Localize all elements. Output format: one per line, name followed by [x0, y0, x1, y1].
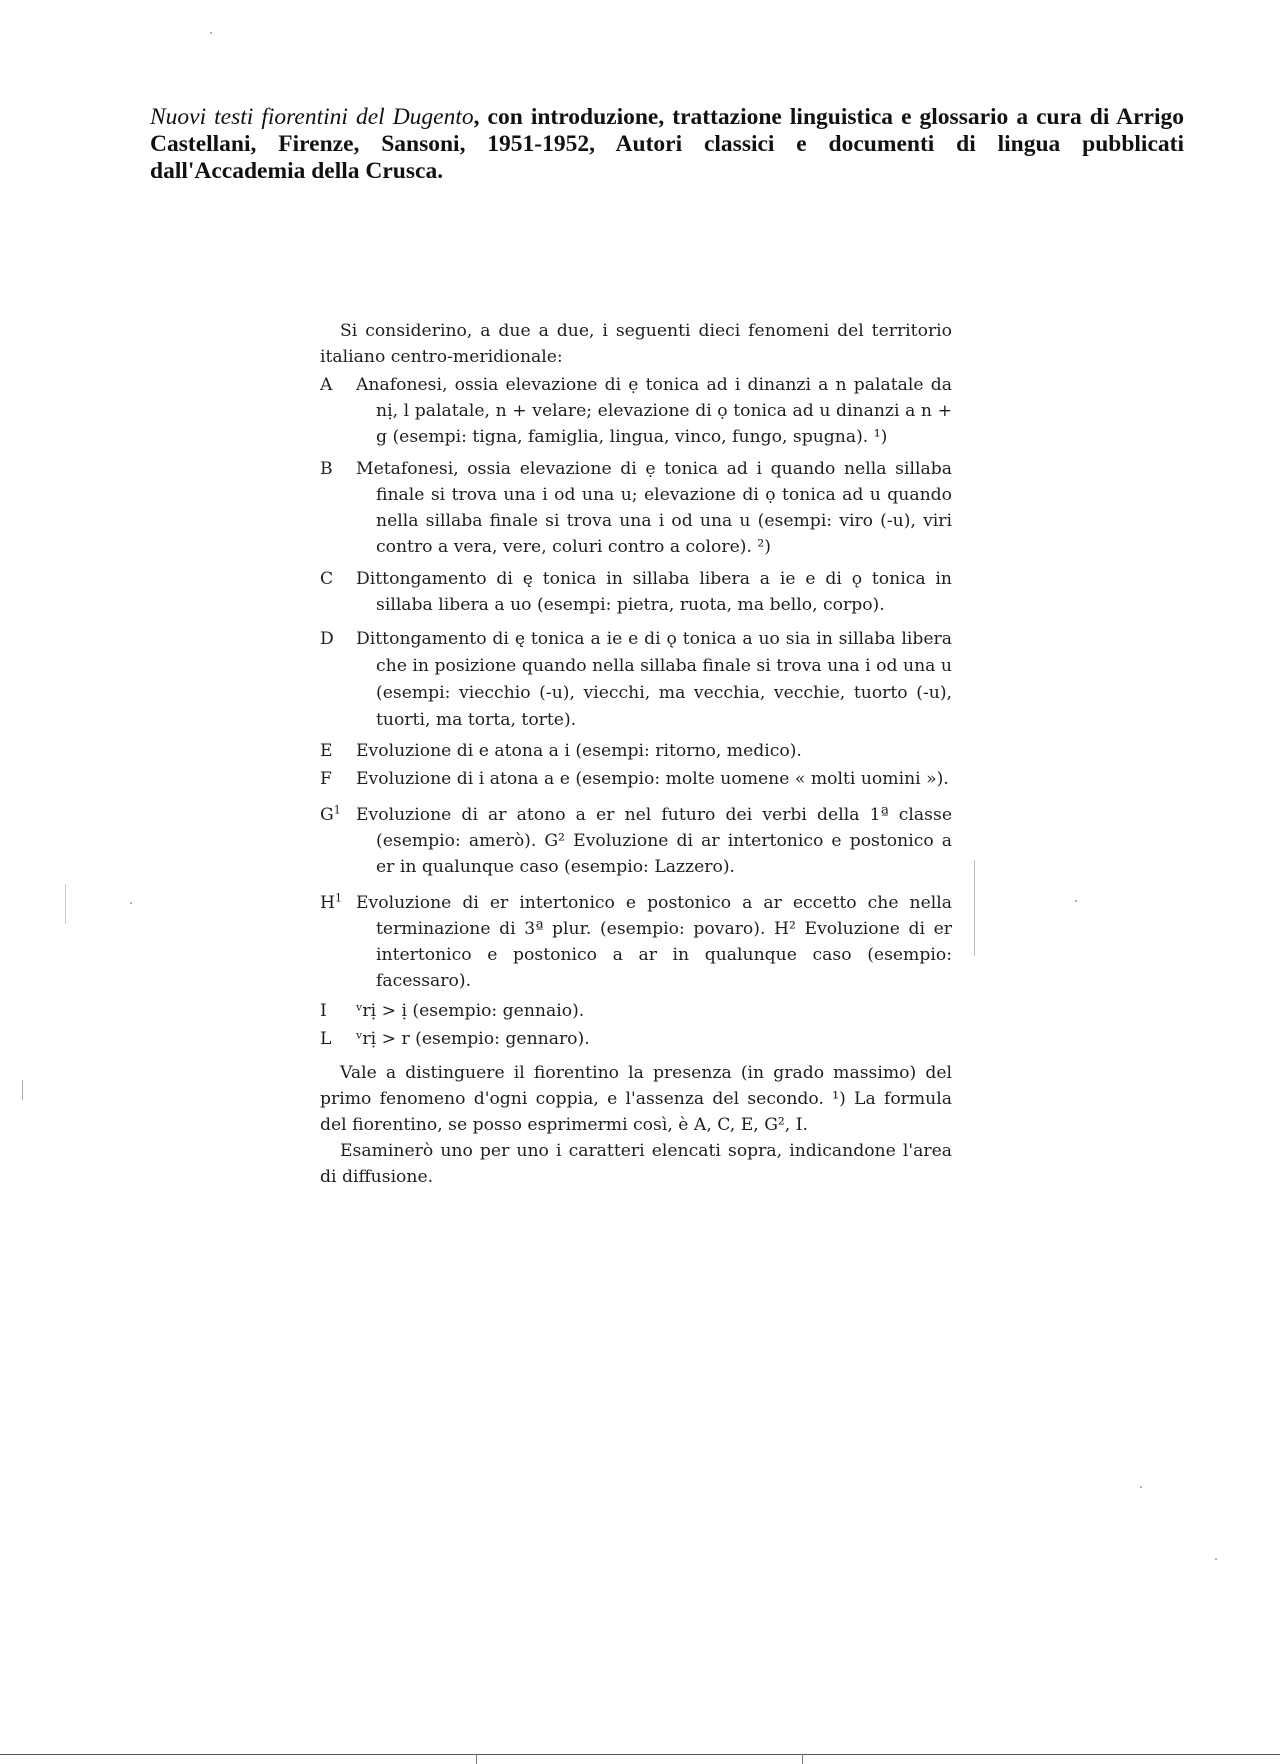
entry-h — [320, 890, 952, 994]
entry-letter: L — [320, 1029, 332, 1049]
intro-paragraph: Si considerino, a due a due, i seguenti dieci fenomeni del territorio italiano centro-meridionale: — [320, 321, 952, 367]
scan-speck — [1140, 1486, 1142, 1488]
scan-edge-line — [0, 1754, 1280, 1755]
citation-details: , con introduzione, trattazione linguistica e glossario a cura di Arrigo Castellani, Firenze, Sansoni, 1951-1952, Autori classici e documenti di lingua pubblicati dall'Accademia della Crusca. — [150, 104, 1184, 184]
entry-g — [320, 802, 952, 880]
entry-d — [320, 626, 952, 734]
entry-text: Evoluzione di i atona a e (esempio: molte uomene « molti uomini »). — [356, 769, 949, 789]
scan-speck — [210, 32, 212, 34]
entry-letter: I — [320, 1001, 327, 1021]
scan-tick-mark — [802, 1754, 803, 1764]
citation-title: Nuovi testi fiorentini del Dugento — [150, 104, 474, 130]
article-body — [320, 318, 952, 1190]
entry-letter: C — [320, 569, 334, 589]
entry-f — [320, 766, 952, 792]
scan-margin-mark — [974, 860, 975, 956]
entry-letter-sup: 1 — [333, 803, 341, 817]
scan-margin-mark — [22, 1080, 23, 1100]
entry-text: Anafonesi, ossia elevazione di ẹ tonica ad i dinanzi a n palatale da nị, l palatale, n + velare; elevazione di ọ tonica ad u dinanzi a n + g (esempi: tigna, famiglia, lingua, vinco, fungo, spugna). ¹) — [356, 375, 952, 447]
entry-text: Metafonesi, ossia elevazione di ẹ tonica ad i quando nella sillaba finale si trova una i od una u; elevazione di ọ tonica ad u quando nella sillaba finale si trova una i od una u (esempi: viro (-u), viri contro a vera, vere, coluri contro a colore). ²) — [356, 459, 952, 557]
entry-b — [320, 456, 952, 560]
closing-paragraph-2: Esaminerò uno per uno i caratteri elencati sopra, indicandone l'area di diffusione. — [320, 1141, 952, 1187]
entry-i — [320, 998, 952, 1024]
entry-letter-sup: 1 — [335, 891, 342, 905]
bibliographic-citation — [150, 104, 1184, 185]
entry-letter — [320, 890, 342, 916]
entry-c — [320, 566, 952, 618]
scan-speck — [1215, 1558, 1217, 1560]
entry-letter — [320, 802, 341, 828]
entry-letter: F — [320, 769, 332, 789]
entry-text: Dittongamento di ę tonica in sillaba libera a ie e di ǫ tonica in sillaba libera a uo (esempi: pietra, ruota, ma bello, corpo). — [356, 569, 952, 615]
scan-margin-mark — [65, 884, 66, 924]
entry-letter: A — [320, 375, 333, 395]
entry-text: ᵛrị > r (esempio: gennaro). — [356, 1029, 590, 1049]
entry-letter: D — [320, 629, 334, 649]
entry-e — [320, 738, 952, 764]
entry-text: ᵛrị > ị (esempio: gennaio). — [356, 1001, 585, 1021]
scan-speck — [1075, 900, 1077, 902]
scan-tick-mark — [476, 1754, 477, 1764]
entry-letter: E — [320, 741, 333, 761]
entry-letter-main: H — [320, 893, 335, 913]
entry-text: Dittongamento di ę tonica a ie e di ǫ tonica a uo sia in sillaba libera che in posizione quando nella sillaba finale si trova una i od una u (esempi: viecchio (-u), viecchi, ma vecchia, vecchie, tuorto (-u), tuorti, ma torta, torte). — [356, 629, 952, 730]
entry-text: Evoluzione di ar atono a er nel futuro dei verbi della 1ª classe (esempio: amerò). G² Evoluzione di ar intertonico e postonico a er in qualunque caso (esempio: Lazzero). — [356, 805, 952, 877]
entry-text: Evoluzione di e atona a i (esempi: ritorno, medico). — [356, 741, 802, 761]
entry-l — [320, 1026, 952, 1052]
entry-a — [320, 372, 952, 450]
scan-speck — [130, 902, 132, 904]
entry-text: Evoluzione di er intertonico e postonico a ar eccetto che nella terminazione di 3ª plur. (esempio: povaro). H² Evoluzione di er intertonico e postonico a ar in qualunque caso (esempio: facessaro). — [356, 893, 952, 991]
entry-letter-main: G — [320, 805, 334, 825]
closing-paragraph: Vale a distinguere il fiorentino la presenza (in grado massimo) del primo fenomeno d'ogni coppia, e l'assenza del secondo. ¹) La formula del fiorentino, se posso esprimermi così, è A, C, E, G², I. — [320, 1063, 952, 1135]
entry-letter: B — [320, 459, 333, 479]
